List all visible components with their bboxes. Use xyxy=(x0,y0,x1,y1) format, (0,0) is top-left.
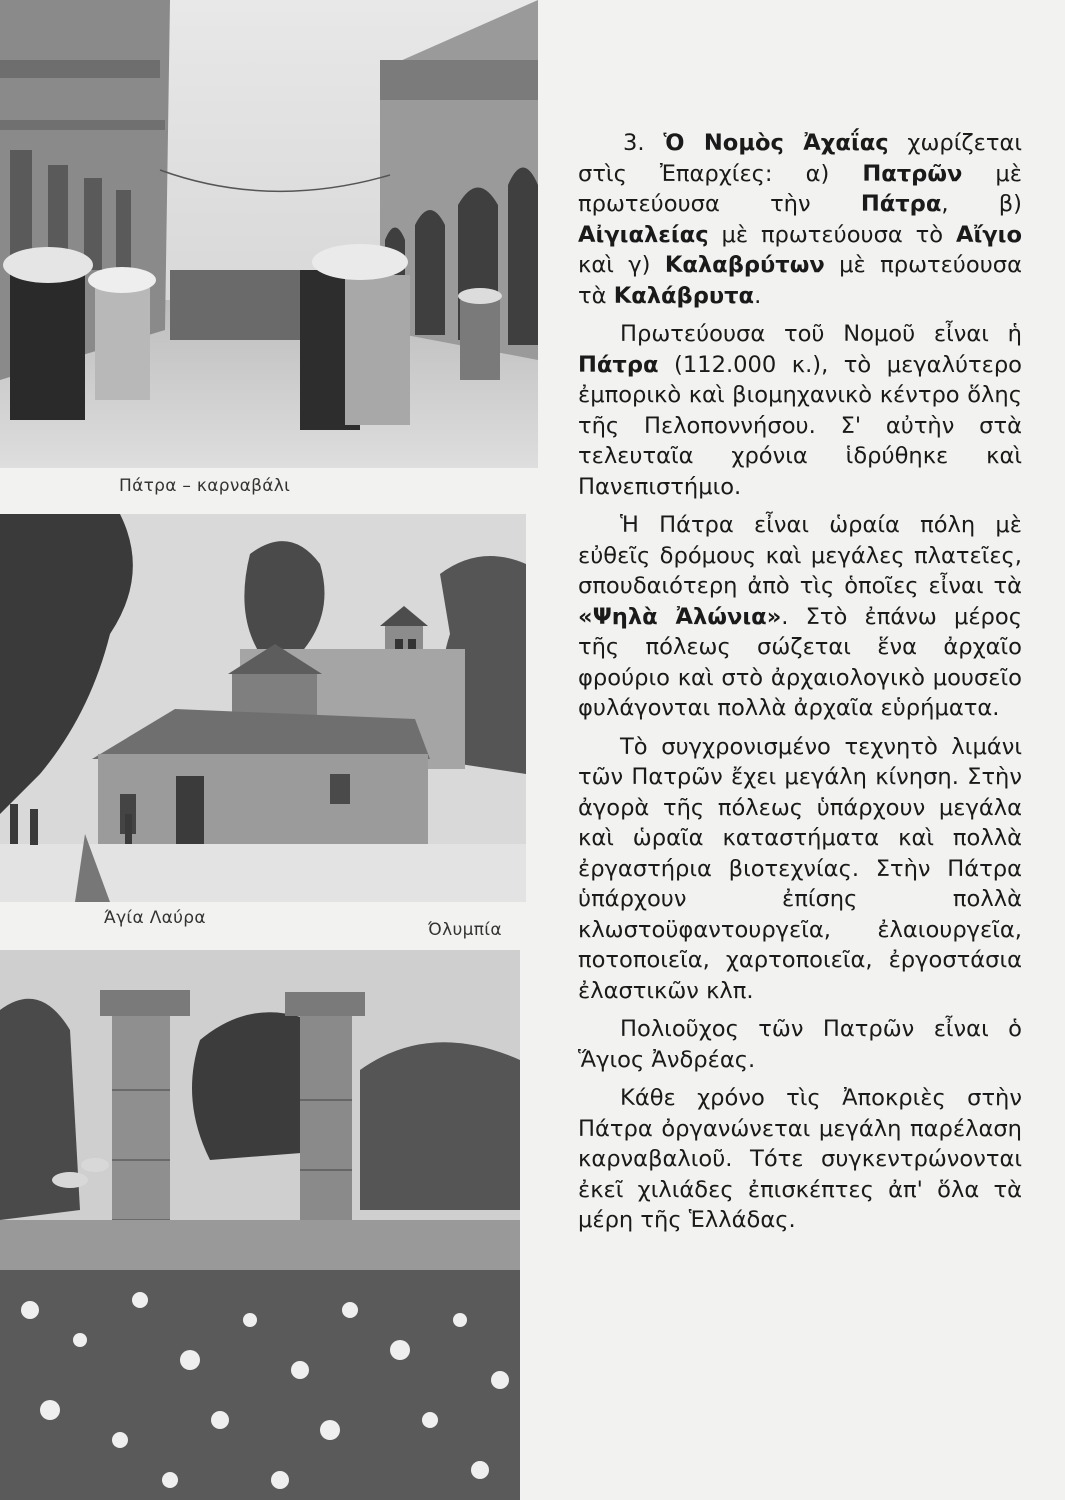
text-run: καὶ γ) xyxy=(578,252,665,278)
text-run: Πολιοῦχος τῶν Πατρῶν εἶναι ὁ Ἅγιος Ἀνδρέας. xyxy=(578,1016,1022,1073)
text-run: . Στὸ ἐπάνω μέρος τῆς πόλεως σώζεται ἕνα ἀρχαῖο φρούριο καὶ στὸ ἀρχαιολογικὸ μουσεῖο φυλάγονται πολλὰ ἀρχαῖα εὑρήματα. xyxy=(578,603,1022,721)
text-run: (112.000 κ.), τὸ μεγαλύτερο ἐμπορικὸ καὶ βιομηχανικὸ κέντρο ὅλης τῆς Πελοποννήσου. Σ' αὐτὴν στὰ τελευταῖα χρόνια ἱδρύθηκε καὶ Πανεπιστήμιο. xyxy=(578,351,1022,500)
caption-olympia: Όλυμπία xyxy=(428,920,502,940)
text-run: . xyxy=(754,282,762,309)
bold-term: Καλαβρύτων xyxy=(664,252,825,278)
paragraph-1 xyxy=(578,128,1022,311)
bold-term: Αἴγιο xyxy=(955,221,1022,248)
bold-term: Πατρῶν xyxy=(862,160,963,187)
text-run: Τὸ συγχρονισμένο τεχνητὸ λιμάνι τῶν Πατρῶν ἔχει μεγάλη κίνηση. Στὴν ἀγορὰ τῆς πόλεως ὑπάρχουν μεγάλα καὶ ὡραῖα καταστήματα καὶ πολλὰ ἐργαστήρια βιοτεχνίας. Στὴν Πάτρα ὑπάρχουν ἐπίσης πολλὰ κλωστοϋφαντουργεῖα, ἐλαιουργεῖα, ποτοποιεῖα, χαρτοποιεῖα, ἐργοστάσια ἐλαστικῶν κλπ. xyxy=(578,733,1022,1004)
text-run: μὲ πρωτεύουσα τὰ xyxy=(578,252,1022,309)
text-run: μὲ πρωτεύουσα τὴν xyxy=(578,160,1022,217)
text-run: Κάθε χρόνο τὶς Ἀποκριὲς στὴν Πάτρα ὀργανώνεται μεγάλη παρέλαση καρναβαλιοῦ. Τότε συγκεντρώνονται ἐκεῖ χιλιάδες ἐπισκέπτες ἀπ' ὅλα τὰ μέρη τῆς Ἑλλάδας. xyxy=(578,1085,1022,1233)
bold-term: Πάτρα xyxy=(860,191,942,217)
text-run: 3. xyxy=(623,130,664,156)
text-run: , β) xyxy=(941,191,1022,217)
paragraph-5 xyxy=(578,1014,1022,1075)
paragraph-6 xyxy=(578,1083,1022,1236)
photo-olympia xyxy=(0,950,520,1500)
text-run: Πρωτεύουσα τοῦ Νομοῦ εἶναι ἡ xyxy=(620,321,1022,347)
text-run: Ἡ Πάτρα εἶναι ὡραία πόλη μὲ εὐθεῖς δρόμους καὶ μεγάλες πλατεῖες, σπουδαιότερη ἀπὸ τὶς ὁποῖες εἶναι τὰ xyxy=(578,512,1022,599)
bold-term: Καλάβρυτα xyxy=(613,282,755,309)
bold-term: «Ψηλὰ Ἀλώνια» xyxy=(578,603,782,630)
text-run: χωρίζεται στὶς Ἐπαρχίες: α) xyxy=(578,130,1022,187)
caption-patras-carnival: Πάτρα – καρναβάλι xyxy=(119,476,291,496)
paragraph-2 xyxy=(578,319,1022,502)
paragraph-3 xyxy=(578,510,1022,724)
article-text xyxy=(578,128,1022,1244)
text-run: μὲ πρωτεύουσα τὸ xyxy=(708,221,956,248)
photo-agia-lavra xyxy=(0,514,526,902)
bold-term: Αἰγιαλείας xyxy=(578,221,709,248)
bold-term: Πάτρα xyxy=(578,351,659,378)
bold-term: Ὁ Νομὸς Ἀχαΐας xyxy=(663,130,889,156)
photo-patras-carnival xyxy=(0,0,538,468)
paragraph-4 xyxy=(578,732,1022,1007)
caption-agia-lavra: Άγία Λαύρα xyxy=(104,908,206,928)
